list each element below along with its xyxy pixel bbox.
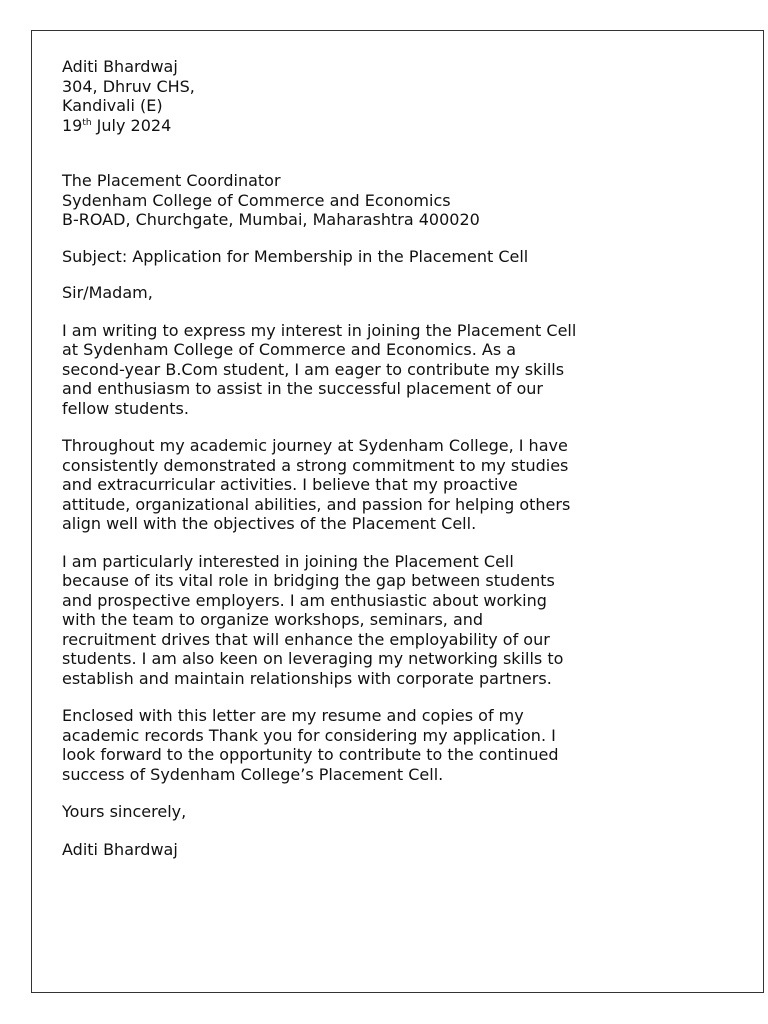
paragraph-line: and prospective employers. I am enthusiastic about working (62, 590, 547, 610)
paragraph-1 (62, 321, 662, 419)
date-suffix: th (82, 117, 92, 128)
paragraph-line: and extracurricular activities. I believe that my proactive (62, 475, 518, 494)
sender-address-line2: Kandivali (E) (62, 96, 163, 115)
paragraph-line: academic records Thank you for considering my application. I (62, 725, 556, 745)
paragraph-4 (62, 706, 662, 784)
letter-body (62, 57, 662, 859)
paragraph-line: at Sydenham College of Commerce and Economics. As a (62, 340, 517, 359)
paragraph-3 (62, 552, 662, 689)
recipient-college: Sydenham College of Commerce and Economics (62, 190, 451, 210)
paragraph-line: with the team to organize workshops, seminars, and (62, 610, 484, 629)
paragraph-line: align well with the objectives of the Placement Cell. (62, 514, 477, 533)
paragraph-line: I am particularly interested in joining the Placement Cell (62, 551, 514, 571)
date-day: 19 (62, 115, 83, 135)
closing (62, 802, 662, 822)
paragraph-line: students. I am also keen on leveraging my networking skills to (62, 649, 564, 668)
paragraph-line: consistently demonstrated a strong commitment to my studies (62, 455, 569, 475)
sender-name: Aditi Bhardwaj (62, 57, 178, 76)
paragraph-line: establish and maintain relationships with corporate partners. (62, 668, 552, 688)
paragraph-line: Enclosed with this letter are my resume and copies of my (62, 706, 524, 725)
paragraph-line: because of its vital role in bridging the gap between students (62, 571, 555, 590)
recipient-address: B-ROAD, Churchgate, Mumbai, Maharashtra 400020 (62, 210, 480, 229)
paragraph-line: success of Sydenham College’s Placement Cell. (62, 764, 444, 784)
sender-address-line1: 304, Dhruv CHS, (62, 76, 195, 96)
subject-text: Subject: Application for Membership in the Placement Cell (62, 246, 529, 266)
sender-block (62, 57, 662, 135)
paragraph-line: fellow students. (62, 398, 189, 418)
paragraph-line: and enthusiasm to assist in the successful placement of our (62, 379, 543, 398)
paragraph-line: recruitment drives that will enhance the employability of our (62, 629, 550, 649)
salutation (62, 283, 662, 303)
salutation-text: Sir/Madam, (62, 283, 153, 302)
closing-text: Yours sincerely, (62, 802, 187, 821)
recipient-title: The Placement Coordinator (62, 171, 281, 190)
paragraph-2 (62, 436, 662, 534)
paragraph-line: I am writing to express my interest in joining the Placement Cell (62, 320, 577, 340)
signature (62, 840, 662, 860)
date-month-year: July 2024 (91, 115, 172, 135)
subject-line (62, 247, 662, 267)
letter-date (62, 116, 662, 136)
signature-name: Aditi Bhardwaj (62, 839, 178, 859)
recipient-block (62, 171, 662, 230)
paragraph-line: attitude, organizational abilities, and passion for helping others (62, 494, 571, 514)
paragraph-line: look forward to the opportunity to contribute to the continued (62, 745, 559, 764)
paragraph-line: Throughout my academic journey at Sydenham College, I have (62, 436, 568, 455)
paragraph-line: second-year B.Com student, I am eager to contribute my skills (62, 359, 565, 379)
